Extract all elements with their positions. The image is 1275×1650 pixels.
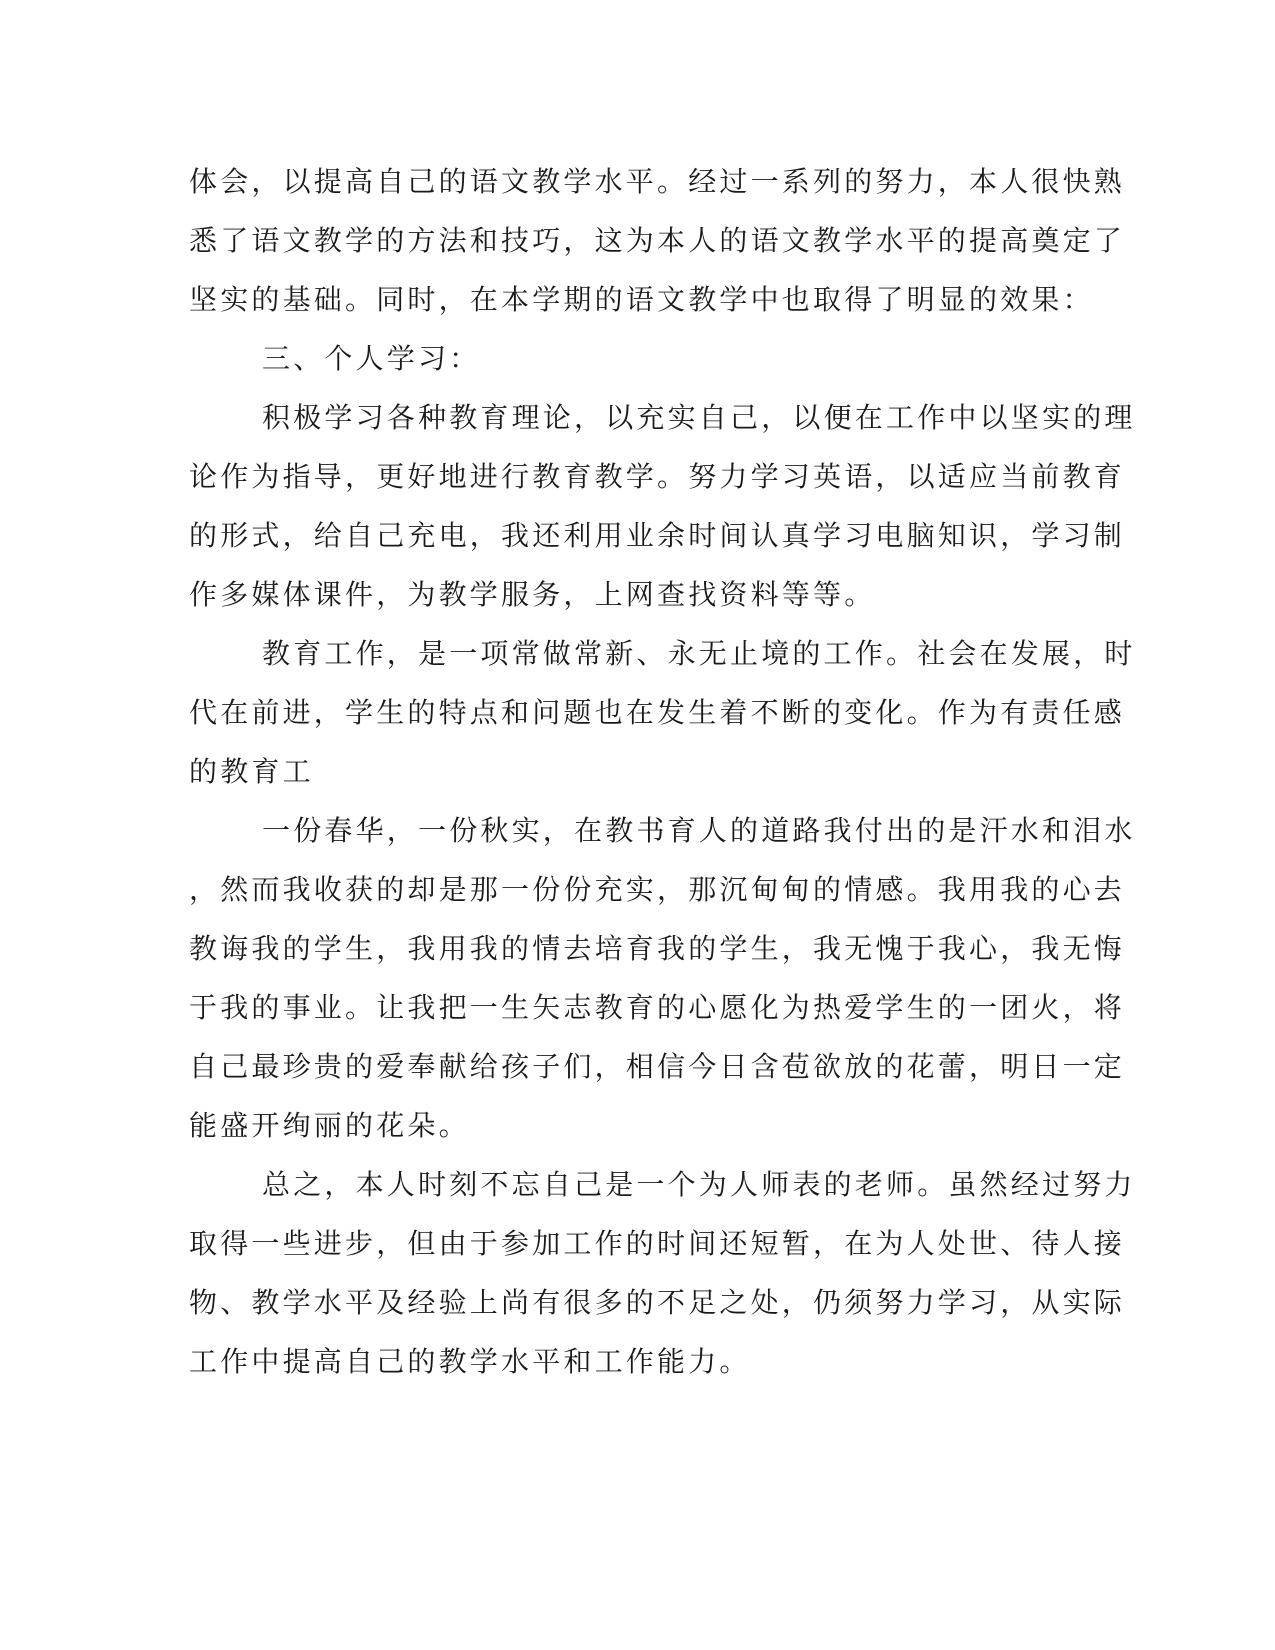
text-line: 取得一些进步，但由于参加工作的时间还短暂，在为人处世、待人接: [189, 1227, 1126, 1260]
text-line: 教诲我的学生，我用我的情去培育我的学生，我无愧于我心，我无悔: [189, 932, 1126, 965]
text-line: 能盛开绚丽的花朵。: [189, 1109, 470, 1142]
text-line: 自己最珍贵的爱奉献给孩子们，相信今日含苞欲放的花蕾，明日一定: [189, 1050, 1126, 1083]
text-line: 工作中提高自己的教学水平和工作能力。: [189, 1345, 751, 1378]
text-line: 论作为指导，更好地进行教育教学。努力学习英语，以适应当前教育: [189, 460, 1126, 493]
text-line: 物、教学水平及经验上尚有很多的不足之处，仍须努力学习，从实际: [189, 1286, 1126, 1319]
section-heading: 三、个人学习：: [262, 342, 481, 375]
text-line: 的教育工: [189, 755, 314, 788]
text-line: 教育工作，是一项常做常新、永无止境的工作。社会在发展，时: [262, 637, 1136, 670]
text-line: ，然而我收获的却是那一份份充实，那沉甸甸的情感。我用我的心去: [189, 873, 1126, 906]
text-line: 积极学习各种教育理论，以充实自己，以便在工作中以坚实的理: [262, 401, 1136, 434]
text-line: 悉了语文教学的方法和技巧，这为本人的语文教学水平的提高奠定了: [189, 224, 1126, 257]
text-line: 体会，以提高自己的语文教学水平。经过一系列的努力，本人很快熟: [189, 165, 1126, 198]
text-line: 作多媒体课件，为教学服务，上网查找资料等等。: [189, 578, 876, 611]
text-line: 一份春华，一份秋实，在教书育人的道路我付出的是汗水和泪水: [262, 814, 1136, 847]
text-line: 于我的事业。让我把一生矢志教育的心愿化为热爱学生的一团火，将: [189, 991, 1126, 1024]
text-line: 总之，本人时刻不忘自己是一个为人师表的老师。虽然经过努力: [262, 1168, 1136, 1201]
text-line: 代在前进，学生的特点和问题也在发生着不断的变化。作为有责任感: [189, 696, 1126, 729]
text-line: 坚实的基础。同时，在本学期的语文教学中也取得了明显的效果：: [189, 283, 1094, 316]
text-line: 的形式，给自己充电，我还利用业余时间认真学习电脑知识，学习制: [189, 519, 1126, 552]
